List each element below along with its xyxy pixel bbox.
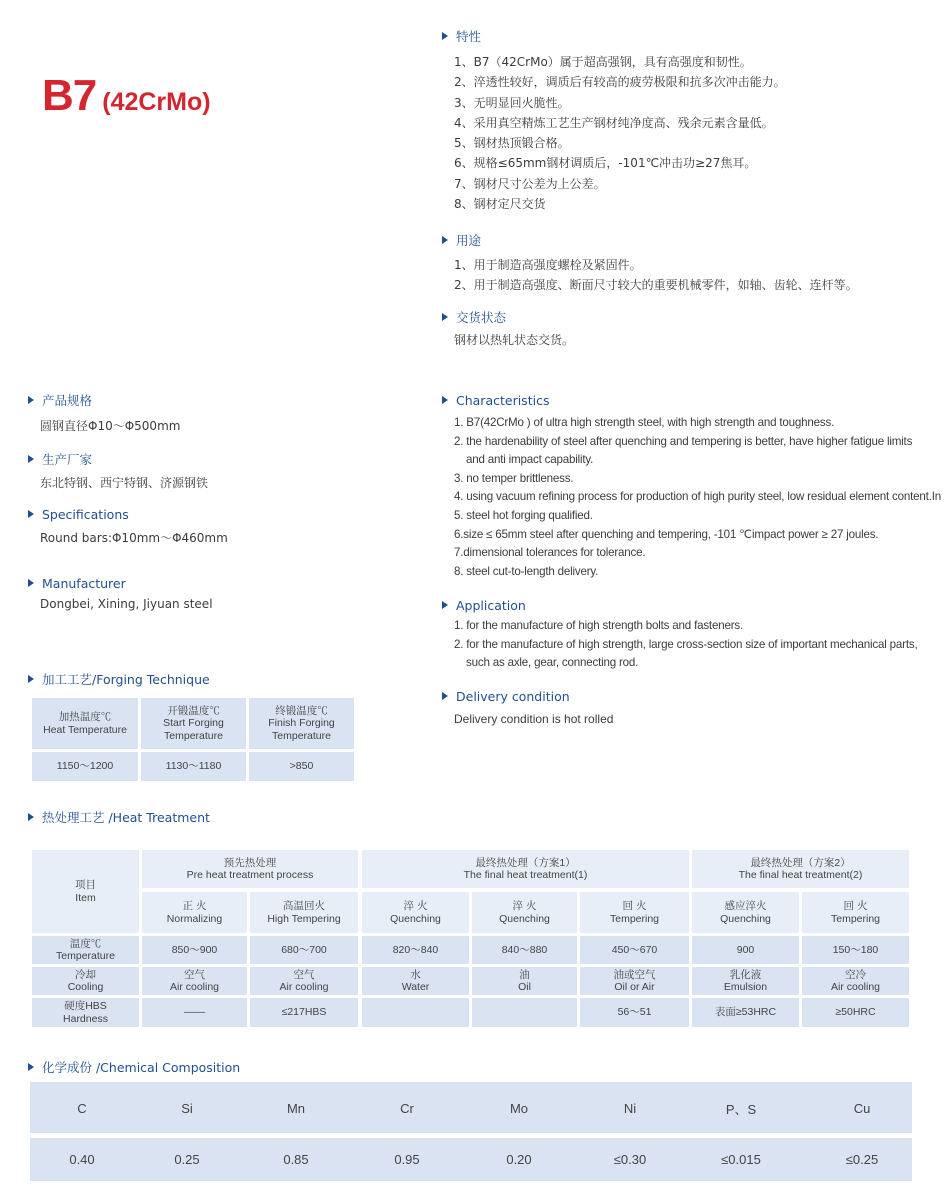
list-item: 1、用于制造高强度螺栓及紧固件。 — [454, 258, 642, 272]
heat-process-header — [362, 892, 469, 933]
chem-element: C — [77, 1100, 87, 1116]
cell-line: 终锻温度℃ — [275, 704, 328, 717]
cell-line: Start Forging — [163, 717, 224, 730]
en-delivery-text: Delivery condition is hot rolled — [454, 712, 614, 726]
cell-line: 水 — [410, 968, 421, 981]
list-item: 7.dimensional tolerances for tolerance. — [454, 546, 646, 560]
cell-line: Hardness — [63, 1012, 108, 1025]
cell-line: Temperature — [56, 950, 115, 962]
heat-cell — [692, 998, 799, 1027]
heat-cell — [472, 998, 577, 1027]
cell-line: 项目 — [75, 879, 96, 891]
chem-element: Mn — [286, 1100, 306, 1116]
triangle-bullet-icon — [28, 396, 34, 404]
list-item: 1. for the manufacture of high strength bolts and fasteners. — [454, 619, 743, 632]
list-item: 8. steel cut-to-length delivery. — [454, 564, 599, 578]
cell-line: 回 火 — [622, 900, 647, 912]
cell-line: 淬 火 — [403, 900, 428, 912]
triangle-bullet-icon — [442, 601, 448, 609]
triangle-bullet-icon — [28, 510, 34, 518]
cell-line: —— — [184, 1006, 205, 1019]
triangle-bullet-icon — [442, 396, 448, 404]
cell-line: 油或空气 — [613, 968, 656, 981]
product-grade: (42CrMo) — [102, 88, 211, 116]
section-heading-forging: 加工工艺/Forging Technique — [28, 672, 210, 688]
cell-line: Normalizing — [166, 912, 223, 925]
heat-process-header — [250, 892, 358, 933]
list-item: 2、淬透性较好，调质后有较高的疲劳极限和抗多次冲击能力。 — [454, 75, 786, 90]
triangle-bullet-icon — [28, 579, 34, 587]
list-item: 6、规格≤65mm钢材调质后，-101℃冲击功≥27焦耳。 — [454, 156, 757, 171]
heat-cell — [250, 936, 358, 964]
cell-line: Air cooling — [279, 981, 329, 993]
heat-cell — [250, 967, 358, 995]
heat-process-header — [802, 892, 909, 933]
cell-line: 淬 火 — [512, 900, 537, 912]
list-item: 2. the hardenability of steel after quenching and tempering is better, have higher fatigue limits — [454, 434, 913, 448]
heat-row-label — [32, 998, 139, 1027]
triangle-bullet-icon — [28, 1063, 34, 1071]
chem-value: 0.20 — [506, 1151, 532, 1167]
cell-line: 900 — [736, 943, 755, 956]
cell-line: Quenching — [720, 912, 771, 925]
cell-line: 表面≥53HRC — [714, 1006, 777, 1019]
list-item: 4、采用真空精炼工艺生产钢材纯净度高、残余元素含量低。 — [454, 115, 774, 130]
en-application-list — [454, 617, 917, 673]
list-item: 4. using vacuum refining process for production of high purity steel, low residual element content.In — [454, 490, 941, 504]
list-item: 3、无明显回火脆性。 — [454, 95, 570, 110]
list-item: such as axle, gear, connecting rod. — [466, 656, 639, 670]
triangle-bullet-icon — [442, 692, 448, 700]
section-heading-en-application: Application — [442, 598, 526, 614]
chem-element: Ni — [623, 1100, 637, 1116]
product-code: B7 — [42, 71, 97, 120]
section-heading-cn-spec: 产品规格 — [28, 393, 92, 409]
heat-cell — [142, 967, 247, 995]
cell-line: Pre heat treatment process — [186, 869, 314, 881]
triangle-bullet-icon — [28, 675, 34, 683]
list-item: 5、钢材热顶锻合格。 — [454, 136, 570, 151]
cell-line: Water — [401, 981, 430, 993]
cell-line: Emulsion — [723, 981, 768, 993]
list-item: 6.size ≤ 65mm steel after quenching and tempering, -101 ℃impact power ≥ 27 joules. — [454, 527, 879, 541]
cell-line: High Tempering — [267, 912, 341, 925]
cell-line: Tempering — [830, 912, 881, 925]
chem-value: ≤0.25 — [845, 1151, 879, 1167]
cell-line: Temperature — [272, 729, 331, 742]
list-item: and anti impact capability. — [466, 453, 594, 467]
cell-line: 正 火 — [182, 900, 207, 912]
heat-cell — [802, 998, 909, 1027]
heat-cell — [362, 936, 469, 964]
heat-cell — [472, 936, 577, 964]
cell-line: Oil — [518, 981, 531, 993]
forging-header-cell — [141, 698, 246, 749]
cell-line: 150～180 — [832, 943, 879, 956]
cell-line: 回 火 — [843, 900, 868, 912]
heat-cell — [472, 967, 577, 995]
cell-line: 加热温度℃ — [58, 711, 112, 723]
section-heading-cn-delivery: 交货状态 — [442, 310, 506, 326]
chem-element: Mo — [509, 1100, 529, 1116]
cell-line: Quenching — [390, 912, 441, 925]
en-characteristics-list — [454, 414, 941, 581]
heat-process-header — [142, 892, 247, 933]
cell-line: 高温回火 — [283, 900, 325, 912]
cell-line: 乳化液 — [729, 968, 762, 981]
cell-line: The final heat treatment(1) — [463, 869, 588, 881]
heat-cell — [362, 998, 469, 1027]
heat-group-header — [362, 850, 689, 888]
heat-cell — [692, 936, 799, 964]
cell-line: Finish Forging — [268, 717, 335, 730]
heat-item-header — [32, 850, 139, 933]
cell-line: 空气 — [184, 968, 205, 981]
cell-line: Air cooling — [169, 981, 220, 993]
forging-value-cell: 1130～1180 — [141, 752, 246, 781]
heat-group-header — [142, 850, 358, 888]
cell-line: 空气 — [293, 968, 315, 981]
heat-cell — [580, 936, 689, 964]
cell-line: Heat Temperature — [43, 723, 127, 736]
cell-line: 空冷 — [845, 968, 866, 981]
list-item: 2、用于制造高强度、断面尺寸较大的重要机械零件，如轴、齿轮、连杆等。 — [454, 278, 858, 293]
cell-line: 冷却 — [75, 968, 96, 981]
chem-element: Si — [181, 1100, 193, 1116]
heat-cell — [802, 936, 909, 964]
list-item: 1. B7(42CrMo ) of ultra high strength steel, with high strength and toughness. — [454, 416, 835, 429]
cell-line: Cooling — [67, 981, 104, 993]
cell-line: Temperature — [164, 729, 223, 742]
cell-line: The final heat treatment(2) — [738, 869, 863, 881]
cn-delivery-text: 钢材以热轧状态交货。 — [454, 333, 575, 347]
cell-line: 680～700 — [281, 943, 327, 956]
cn-application-list — [454, 255, 858, 296]
cn-characteristics-list — [454, 52, 786, 214]
cell-line: 开锻温度℃ — [167, 704, 220, 717]
heat-row-label — [32, 936, 139, 964]
heat-cell — [692, 967, 799, 995]
cell-line: Item — [75, 891, 96, 904]
cell-line: Tempering — [609, 912, 660, 925]
en-specifications-text: Round bars:Φ10mm～Φ460mm — [40, 531, 228, 545]
list-item: 7、钢材尺寸公差为上公差。 — [454, 176, 606, 191]
triangle-bullet-icon — [442, 236, 448, 244]
triangle-bullet-icon — [28, 455, 34, 463]
triangle-bullet-icon — [442, 313, 448, 321]
chem-element: Cr — [400, 1100, 414, 1116]
product-title — [42, 71, 211, 120]
cell-line: 56～51 — [617, 1006, 652, 1019]
cell-line: ≤217HBS — [281, 1006, 327, 1019]
heat-cell — [362, 967, 469, 995]
cell-line: 硬度HBS — [64, 1000, 107, 1012]
section-heading-en-manufacturer: Manufacturer — [28, 576, 126, 592]
cell-line: 820～840 — [392, 943, 439, 956]
heat-cell — [250, 998, 358, 1027]
section-heading-heat-treatment: 热处理工艺 /Heat Treatment — [28, 810, 210, 826]
cell-line: 最终热处理（方案2） — [750, 856, 851, 869]
heat-group-header — [692, 850, 909, 888]
triangle-bullet-icon — [28, 813, 34, 821]
section-heading-en-characteristics: Characteristics — [442, 393, 549, 409]
list-item: 5. steel hot forging qualified. — [454, 508, 593, 522]
heat-process-header — [580, 892, 689, 933]
cell-line: 850～900 — [171, 943, 218, 956]
chem-value: ≤0.30 — [613, 1151, 647, 1167]
list-item: 2. for the manufacture of high strength, large cross-section size of important mechanical parts, — [454, 637, 918, 651]
heat-row-label — [32, 967, 139, 995]
triangle-bullet-icon — [442, 32, 448, 40]
en-manufacturer-text: Dongbei, Xining, Jiyuan steel — [40, 597, 213, 611]
forging-value-cell: >850 — [249, 752, 354, 781]
cell-line: 油 — [519, 968, 530, 981]
heat-process-header — [692, 892, 799, 933]
cell-line: 450～670 — [611, 943, 658, 956]
section-heading-en-specifications: Specifications — [28, 507, 129, 523]
heat-cell — [580, 998, 689, 1027]
chem-value: ≤0.015 — [721, 1151, 761, 1167]
cell-line: Quenching — [499, 912, 550, 925]
chem-value: 0.25 — [174, 1151, 200, 1167]
list-item: 8、钢材定尺交货 — [454, 197, 546, 212]
forging-header-cell — [249, 698, 354, 749]
heat-cell — [142, 998, 247, 1027]
cell-line: 预先热处理 — [223, 856, 277, 869]
section-heading-cn-characteristics: 特性 — [442, 29, 481, 45]
section-heading-en-delivery: Delivery condition — [442, 689, 570, 705]
list-item: 3. no temper brittleness. — [454, 471, 574, 485]
section-heading-chemical: 化学成份 /Chemical Composition — [28, 1060, 240, 1076]
cell-line: 840～880 — [501, 943, 548, 956]
section-heading-cn-manufacturer: 生产厂家 — [28, 452, 92, 468]
cn-spec-text: 圆钢直径Φ10～Φ500mm — [40, 419, 181, 433]
forging-value-cell: 1150～1200 — [32, 752, 138, 781]
cell-line: Air cooling — [830, 981, 881, 993]
cell-line: 最终热处理（方案1） — [475, 856, 576, 869]
chem-element: Cu — [853, 1100, 871, 1116]
cell-line: 温度℃ — [69, 937, 102, 950]
chem-value: 0.40 — [69, 1151, 95, 1167]
cell-line: 感应淬火 — [724, 900, 767, 912]
heat-cell — [142, 936, 247, 964]
list-item: 1、B7（42CrMo）属于超高强钢，具有高强度和韧性。 — [454, 55, 752, 69]
heat-cell — [580, 967, 689, 995]
forging-header-cell — [32, 698, 138, 749]
heat-process-header — [472, 892, 577, 933]
chem-value: 0.85 — [283, 1151, 309, 1167]
chem-element: P、S — [725, 1101, 757, 1117]
cell-line: ≥50HRC — [835, 1006, 876, 1019]
cell-line: Oil or Air — [614, 981, 655, 993]
heat-cell — [802, 967, 909, 995]
cn-manufacturer-text: 东北特钢、西宁特钢、济源钢铁 — [40, 476, 209, 490]
section-heading-cn-application: 用途 — [442, 233, 481, 249]
chem-value: 0.95 — [394, 1151, 420, 1167]
